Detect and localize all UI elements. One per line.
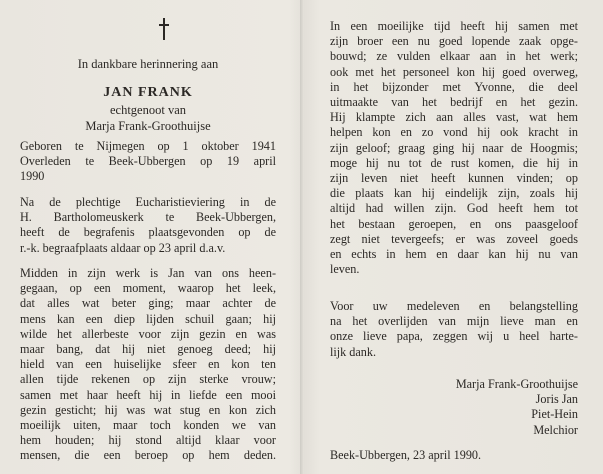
text-line: mens kan een diep lijden schuil gaan; hij xyxy=(20,311,276,326)
text-line: moeilijk uiten, maar toch konden we van xyxy=(20,418,276,433)
text-line: altijd had willen zijn. God heeft hem tot xyxy=(330,201,578,216)
text-line: lijk dank. xyxy=(330,344,377,359)
signatories-block xyxy=(437,377,578,438)
text-line: dat alles wat beter ging; maar achter de xyxy=(20,296,276,311)
text-line: Voor uw medeleven en belangstelling xyxy=(330,299,578,313)
text-line: die plaats kan hij eindelijk zijn, zoals hij xyxy=(330,186,578,201)
text-line: helpen kon en zo vond hij ook kracht in xyxy=(330,125,578,140)
signatory-name: Marja Frank-Groothuijse xyxy=(455,377,578,391)
text-line: zijn broer een nu goed lopende zaak opge- xyxy=(330,34,578,49)
text-line: zijn geloof; graag ging hij naar de Hoogmis; xyxy=(330,140,578,155)
signatory-name: Piet-Hein xyxy=(531,407,578,422)
funeral-block xyxy=(20,195,276,256)
text-line: maar bang, dat hij niet genoeg deed; hij xyxy=(20,342,276,357)
text-line: leven. xyxy=(330,262,360,277)
funeral-line: Na de plechtige Eucharistieviering in de xyxy=(20,195,276,209)
text-line: na het overlijden van mijn lieve man en xyxy=(330,314,578,329)
cross-icon xyxy=(158,18,170,40)
difficult-time-block xyxy=(330,19,578,277)
text-line: en echts in hem en daar kan hij nu van xyxy=(330,247,578,262)
text-line: uitmaakte van het bedrijf en het gezin. xyxy=(330,95,578,110)
text-line: het bestaan geroepen, en ons paasgeloof xyxy=(330,216,578,231)
place-date: Beek-Ubbergen, 23 april 1990. xyxy=(330,448,482,462)
text-line: in het bijzonder met Yvonne, die deel xyxy=(330,79,578,94)
text-line: zijn leven niet heeft kunnen vinden; op xyxy=(330,171,578,186)
text-line: moge hij nu tot de rust komen, die hij in xyxy=(330,155,578,170)
signatory-name: Melchior xyxy=(533,422,578,437)
funeral-line: r.-k. begraafplaats aldaar op 23 april d.a.v. xyxy=(20,240,226,255)
birth-line: Geboren te Nijmegen op 1 oktober 1941 xyxy=(20,139,276,153)
memorial-header xyxy=(20,56,276,134)
funeral-line: heeft de begrafenis plaatsgevonden op de xyxy=(20,225,276,240)
text-line: gezin gesticht; hij was wat stug en kon zich xyxy=(20,402,276,417)
text-line: hem houden; hij stond altijd klaar voor xyxy=(20,433,276,448)
text-line: allen tijde rekenen op zijn sterke vrouw; xyxy=(20,372,276,387)
thanks-block xyxy=(330,299,578,360)
signatory-name: Joris Jan xyxy=(535,392,578,407)
text-line: mensen, die een beroep op hem deden. xyxy=(20,448,276,463)
text-line: hield van een huiselijke sfeer en kon ten xyxy=(20,357,276,372)
life-text-block xyxy=(20,266,276,464)
in-memory-line: In dankbare herinnering aan xyxy=(77,57,219,71)
death-line: Overleden te Beek-Ubbergen op 19 april xyxy=(20,154,276,169)
text-line: samen met haar heeft hij in liefde een mooi xyxy=(20,387,276,402)
deceased-name: JAN FRANK xyxy=(103,85,193,100)
text-line: gegaan, op een moment, waarop het leek, xyxy=(20,281,276,296)
spouse-of-line: echtgenoot van xyxy=(109,103,186,117)
death-year-line: 1990 xyxy=(20,169,45,184)
funeral-line: H. Bartholomeuskerk te Beek-Ubbergen, xyxy=(20,210,276,225)
text-line: ook met het personeel kon hij goed overweg, xyxy=(330,64,578,79)
text-line: Hij klampte zich aan alles vast, wat hem xyxy=(330,110,578,125)
spouse-name: Marja Frank-Groothuijse xyxy=(85,119,211,133)
text-line: In een moeilijke tijd heeft hij samen met xyxy=(330,19,578,33)
birth-death-block xyxy=(20,139,276,185)
text-line: Midden in zijn werk is Jan van ons heen- xyxy=(20,266,276,280)
text-line: bouwd; ze vulden elkaar aan in het werk; xyxy=(330,49,578,64)
text-line: zegt niet tevergeefs; er was zoveel goeds xyxy=(330,231,578,246)
text-line: onze lieve papa, zeggen wij u heel harte- xyxy=(330,329,578,344)
text-line: wilde het allerbeste voor zijn gezin en was xyxy=(20,326,276,341)
card-fold xyxy=(300,0,303,474)
